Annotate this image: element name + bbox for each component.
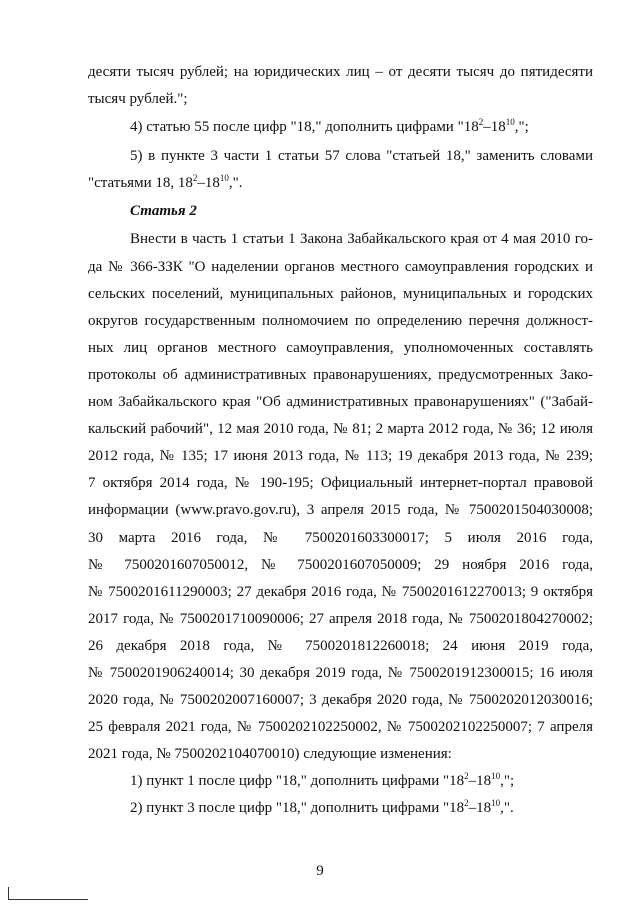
text-segment: ,". bbox=[228, 175, 243, 191]
text-segment: –18 bbox=[197, 175, 220, 191]
page-number: 9 bbox=[316, 863, 324, 879]
text-line: 2021 года, № 7500202104070010) следующие изменения: bbox=[88, 746, 452, 762]
text-line: № 7500201906240014; 30 декабря 2019 года, № 7500201912300015; 16 июля bbox=[88, 665, 593, 681]
text-line: сельских поселений, муниципальных районов, муниципальных и городских bbox=[88, 286, 593, 302]
superscript: 10 bbox=[505, 117, 515, 127]
text-line bbox=[88, 174, 242, 192]
scan-corner-mark-vertical bbox=[8, 887, 9, 900]
superscript: 2 bbox=[464, 771, 469, 781]
text-line: протоколы об административных правонарушениях, предусмотренных Зако- bbox=[88, 367, 593, 383]
superscript: 2 bbox=[464, 798, 469, 808]
text-line: 2017 года, № 7500201710090006; 27 апреля 2018 года, № 7500201804270002; bbox=[88, 611, 593, 627]
text-segment: ,"; bbox=[514, 119, 529, 135]
text-line: ном Забайкальского края "Об административных правонарушениях" ("Забай- bbox=[88, 394, 593, 410]
text-line: № 7500201607050012, № 7500201607050009; 29 ноября 2016 года, bbox=[88, 557, 593, 573]
text-segment: –18 bbox=[468, 800, 492, 816]
text-line: округов государственным полномочием по определению перечня должност- bbox=[88, 313, 593, 329]
text-line: 26 декабря 2018 года, № 7500201812260018; 24 июня 2019 года, bbox=[88, 638, 593, 654]
text-line: 2012 года, № 135; 17 июня 2013 года, № 113; 19 декабря 2013 года, № 239; bbox=[88, 448, 593, 464]
text-segment: –18 bbox=[468, 773, 492, 789]
text-line: Внести в часть 1 статьи 1 Закона Забайкальского края от 4 мая 2010 го- bbox=[130, 231, 593, 247]
superscript: 10 bbox=[219, 173, 229, 183]
superscript: 2 bbox=[478, 117, 484, 127]
text-line: тысяч рублей."; bbox=[88, 91, 188, 107]
list-item-4 bbox=[130, 118, 529, 136]
article-heading: Статья 2 bbox=[130, 203, 197, 219]
text-line: да № 366-ЗЗК "О наделении органов местного самоуправления городских и bbox=[88, 259, 593, 275]
list-item-1 bbox=[130, 772, 514, 790]
text-line: 30 марта 2016 года, № 7500201603300017; 5 июля 2016 года, bbox=[88, 530, 593, 546]
text-segment: ,"; bbox=[500, 773, 515, 789]
text-segment: –18 bbox=[483, 119, 506, 135]
superscript: 2 bbox=[192, 173, 198, 183]
superscript: 10 bbox=[491, 771, 501, 781]
text-line: № 7500201611290003; 27 декабря 2016 года, № 7500201612270013; 9 октября bbox=[88, 584, 593, 600]
scan-corner-mark bbox=[8, 899, 88, 900]
text-segment: "статьями 18, 18 bbox=[88, 175, 193, 191]
text-segment: 1) пункт 1 после цифр "18," дополнить цифрами "18 bbox=[130, 773, 465, 789]
text-line: информации (www.pravo.gov.ru), 3 апреля 2015 года, № 7500201504030008; bbox=[88, 502, 593, 518]
text-line: ных лиц органов местного самоуправления, уполномоченных составлять bbox=[88, 340, 593, 356]
list-item-2 bbox=[130, 799, 514, 817]
text-line: десяти тысяч рублей; на юридических лиц – от десяти тысяч до пятидесяти bbox=[88, 64, 593, 80]
text-line: 2020 года, № 7500202007160007; 3 декабря 2020 года, № 7500202012030016; bbox=[88, 692, 593, 708]
text-segment: 4) статью 55 после цифр "18," дополнить цифрами "18 bbox=[130, 119, 479, 135]
text-segment: 2) пункт 3 после цифр "18," дополнить цифрами "18 bbox=[130, 800, 465, 816]
text-line: 7 октября 2014 года, № 190-195; Официальный интернет-портал правовой bbox=[88, 475, 593, 491]
superscript: 10 bbox=[491, 798, 501, 808]
text-segment: ,". bbox=[500, 800, 514, 816]
text-line: 25 февраля 2021 года, № 7500202102250002, № 7500202102250007; 7 апреля bbox=[88, 719, 593, 735]
list-item-5: 5) в пункте 3 части 1 статьи 57 слова "статьей 18," заменить словами bbox=[130, 148, 593, 164]
text-line: кальский рабочий", 12 мая 2010 года, № 81; 2 марта 2012 года, № 36; 12 июля bbox=[88, 421, 593, 437]
